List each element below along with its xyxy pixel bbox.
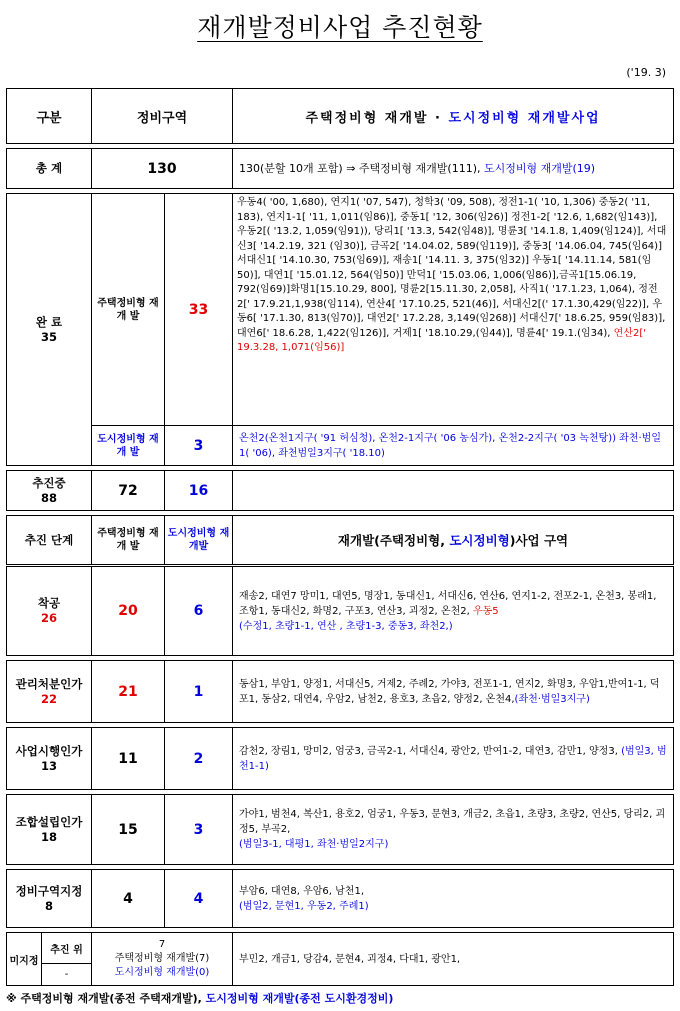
- stage-header-housing: 주택정비형 재 개 발: [92, 516, 165, 566]
- not-promoted-list: 부민2, 개금1, 당감4, 문현4, 괴정4, 다대1, 광안1,: [233, 933, 674, 986]
- stage-label: 착공 26: [7, 566, 92, 656]
- completed-housing-row: [7, 194, 674, 426]
- stage-district-list: 감천2, 장림1, 망미2, 엄궁3, 금곡2-1, 서대신4, 광안2, 반여1-2, 대연3, 감만1, 양정3, (범일3, 범천1-1): [233, 728, 674, 790]
- report-date: ('19. 3): [626, 66, 666, 79]
- not-promoted-row: [7, 933, 674, 964]
- stage-housing-value: 15: [92, 795, 165, 865]
- stage-row-zone-designation: [7, 870, 674, 928]
- stage-urban-value: 6: [165, 566, 233, 656]
- stage-header-urban: 도시정비형 재개발: [165, 516, 233, 566]
- total-description: 130(분할 10개 포함) ⇒ 주택정비형 재개발(111), 도시정비형 재개발(19): [233, 149, 674, 189]
- in-progress-empty: [233, 471, 674, 511]
- completed-urban-value: 3: [165, 426, 233, 466]
- page-title: 재개발정비사업 추진현황: [197, 13, 483, 42]
- not-promoted-dash: -: [64, 969, 69, 980]
- stage-housing-value: 20: [92, 566, 165, 656]
- header-description: 주택정비형 재개발 · 도시정비형 재개발사업: [233, 89, 674, 144]
- stage-header-label: 추진 단계: [7, 516, 92, 566]
- status-table: [6, 88, 674, 986]
- stage-header-description: 재개발(주택정비형, 도시정비형)사업 구역: [233, 516, 674, 566]
- in-progress-urban-value: 16: [165, 471, 233, 511]
- stage-district-list: 가야1, 범천4, 복산1, 용호2, 엄궁1, 우동3, 문현3, 개금2, 초읍1, 초량3, 초량2, 연산5, 당리2, 괴정5, 부곡2, (범일3-1, 대평1, 좌천·범일2지구): [233, 795, 674, 865]
- stage-housing-value: 21: [92, 661, 165, 723]
- completed-urban-row: [7, 426, 674, 466]
- stage-urban-value: 3: [165, 795, 233, 865]
- stage-label: 사업시행인가 13: [7, 728, 92, 790]
- stage-row-groundbreaking: [7, 566, 674, 656]
- header-category: 구분: [7, 89, 92, 144]
- stage-label: 관리처분인가 22: [7, 661, 92, 723]
- completed-label: 완 료 35: [7, 194, 92, 466]
- stage-urban-value: 2: [165, 728, 233, 790]
- stage-row-management-disposal: [7, 661, 674, 723]
- total-row: [7, 149, 674, 189]
- footnote: ※ 주택정비형 재개발(종전 주택재개발), 도시정비형 재개발(종전 도시환경정비): [6, 992, 394, 1005]
- header-district: 정비구역: [92, 89, 233, 144]
- in-progress-label: 추진중 88: [7, 471, 92, 511]
- not-promoted-label: 미지정: [7, 933, 42, 985]
- stage-urban-value: 1: [165, 661, 233, 723]
- stage-header-row: [7, 516, 674, 566]
- stage-district-list: 동삼1, 부암1, 양정1, 서대신5, 거제2, 주례2, 가야3, 전포1-1, 연지2, 화명3, 우암1,반여1-1, 덕포1, 동삼2, 대연4, 우암2, 남천2, 용호3, 초읍2, 양정2, 온천4,(좌천·범일3지구): [233, 661, 674, 723]
- completed-urban-list: 온천2(온천1지구( '91 허심청), 온천2-1지구( '06 농심가), 온천2-2지구( '03 녹천탕)) 좌천·범일1( '06), 좌천범일3지구( '18.10): [233, 426, 674, 466]
- completed-housing-value: 33: [165, 194, 233, 426]
- in-progress-housing-value: 72: [92, 471, 165, 511]
- not-promoted-counts: 7 주택정비형 재개발(7) 도시정비형 재개발(0): [92, 933, 233, 986]
- stage-housing-value: 11: [92, 728, 165, 790]
- stage-district-list: 재송2, 대연7 망미1, 대연5, 명장1, 동대신1, 서대신6, 연산6, 연지1-2, 전포2-1, 온천3, 봉래1, 조항1, 동대신2, 화명2, 구포3, 연산3, 괴정2, 온천2, 우동5 (수정1, 초량1-1, 연산 , 초량1-3, 중동3, 좌천2,): [233, 566, 674, 656]
- table-header-row: [7, 89, 674, 144]
- total-value: 130: [92, 149, 233, 189]
- not-promoted-cell: [7, 933, 92, 986]
- total-label: 총 계: [7, 149, 92, 189]
- stage-district-list: 부암6, 대연8, 우암6, 남천1, (범일2, 문현1, 우동2, 주례1): [233, 870, 674, 928]
- stage-label: 조합설립인가 18: [7, 795, 92, 865]
- stage-label: 정비구역지정 8: [7, 870, 92, 928]
- in-progress-row: [7, 471, 674, 511]
- stage-row-association: [7, 795, 674, 865]
- stage-urban-value: 4: [165, 870, 233, 928]
- stage-housing-value: 4: [92, 870, 165, 928]
- completed-housing-label: 주택정비형 재 개 발: [92, 194, 165, 426]
- stage-row-project-implementation: [7, 728, 674, 790]
- completed-urban-label: 도시정비형 재 개 발: [92, 426, 165, 466]
- completed-housing-list: 우동4( '00, 1,680), 연지1( '07, 547), 청학3( '09, 508), 정전1-1( '10, 1,306) 중동2( '11, 183), 연지1-1[ '11, 1,011(임86)], 중동1[ '12, 306(임26)] 정전1-2[ '12.6, 1,682(임143)], 우동2[( '13.2, 1,059(임91)), 당리1[ '13.3, 542(임48)], 명륜3[ '14.1.8, 1,409(임124)], 서대신3[ '14.2.19, 321 (임30)], 금곡2[ '14.04.02, 589(임119)], 중동3[ '14.06.04, 745(임64)] 서대신1[ '14.10.30, 753(임69)], 재송1[ '14.11. 3, 375(임32)] 우동1[ '14.11.14, 581(임50)], 대연1[ '15.01.12, 564(임50)] 만덕1[ '15.03.06, 1,006(임86)],금곡1[15.06.19, 792(임69)]화명1[15.10.29, 800], 명륜2[15.11.30, 2,058], 사직1( '17.1.23, 1,064), 정전2[' 17.9.21,1,938(임114), 연산4[ '17.10.25, 521(46)], 서대신2[(' 17.1.30,429(임22)], 우동6[ '17.1.30, 813(임70)], 대연2[' 17.2.28, 3,149(임268)] 서대신7[' 18.6.25, 959(임83)], 대연6[' 18.6.28, 1,422(임126)], 거제1[ '18.10.29,(임44)], 명륜4[' 19.1.(임34), 연산2[' 19.3.28, 1,071(임56)]: [233, 194, 674, 426]
- not-promoted-sub-label: 추진 위: [42, 933, 92, 964]
